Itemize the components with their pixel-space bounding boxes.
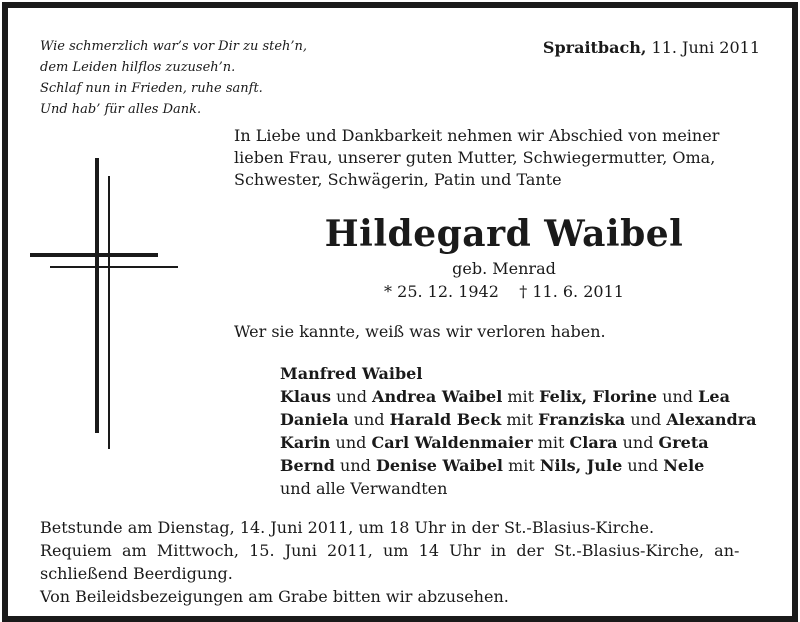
poem-line: Und hab’ für alles Dank. — [40, 102, 202, 117]
service-line: Von Beileidsbezeigungen am Grabe bitten wir abzusehen. — [40, 587, 509, 606]
mourner-name: Harald Beck — [389, 410, 502, 429]
connector: und — [622, 456, 664, 475]
connector: und — [331, 387, 373, 406]
place-date — [543, 38, 760, 57]
date: 11. Juni 2011 — [651, 38, 760, 57]
intro-text — [234, 125, 784, 191]
maiden-name: geb. Menrad — [452, 259, 556, 278]
mourner-line — [280, 385, 757, 408]
mourner-name: Felix, Florine — [539, 387, 658, 406]
mourner-line — [280, 362, 757, 385]
connector: und — [334, 456, 376, 475]
mourner-name: Daniela — [280, 410, 349, 429]
relatives-note: und alle Verwandten — [280, 479, 448, 498]
service-line: schließend Beerdigung. — [40, 564, 233, 583]
mourner-name: Clara — [569, 433, 618, 452]
mourner-name: Lea — [698, 387, 730, 406]
connector: und — [625, 410, 667, 429]
mourner-name: Karin — [280, 433, 331, 452]
mourner-name: Manfred Waibel — [280, 364, 423, 383]
intro-line: Schwester, Schwägerin, Patin und Tante — [234, 170, 562, 189]
memorial-quote: Wer sie kannte, weiß was wir verloren haben. — [234, 322, 606, 341]
obituary-frame — [2, 2, 798, 622]
mourner-line — [280, 477, 757, 500]
mourner-name: Nele — [663, 456, 705, 475]
mourner-name: Nils, Jule — [539, 456, 623, 475]
service-line: Betstunde am Dienstag, 14. Juni 2011, um 18 Uhr in der St.-Blasius-Kirche. — [40, 518, 655, 537]
mourner-line — [280, 454, 757, 477]
service-line: Requiem am Mittwoch, 15. Juni 2011, um 14 Uhr in der St.-Blasius-Kirche, an- — [40, 541, 740, 560]
poem-line: Wie schmerzlich war’s vor Dir zu steh’n, — [40, 39, 308, 54]
connector: und — [330, 433, 372, 452]
poem-line: dem Leiden hilflos zuzuseh’n. — [40, 60, 236, 75]
mourner-name: Bernd — [280, 456, 335, 475]
mourner-name: Denise Waibel — [375, 456, 503, 475]
poem-line: Schlaf nun in Frieden, ruhe sanft. — [40, 81, 263, 96]
connector: und — [617, 433, 659, 452]
mourners-list — [280, 362, 757, 500]
intro-line: In Liebe und Dankbarkeit nehmen wir Abschied von meiner — [234, 126, 720, 145]
mourner-name: Klaus — [280, 387, 331, 406]
connector: und — [348, 410, 390, 429]
mourner-line — [280, 408, 757, 431]
connector: mit — [502, 387, 540, 406]
connector: mit — [502, 456, 540, 475]
mourner-name: Andrea Waibel — [372, 387, 503, 406]
life-dates: * 25. 12. 1942 † 11. 6. 2011 — [384, 282, 624, 301]
memorial-poem — [40, 36, 307, 120]
mourner-name: Carl Waldenmaier — [371, 433, 533, 452]
mourner-name: Alexandra — [666, 410, 757, 429]
connector: mit — [501, 410, 539, 429]
mourner-name: Greta — [658, 433, 709, 452]
mourner-name: Franziska — [538, 410, 626, 429]
intro-line: lieben Frau, unserer guten Mutter, Schwiegermutter, Oma, — [234, 148, 716, 167]
connector: mit — [532, 433, 570, 452]
place: Spraitbach, — [542, 38, 647, 57]
connector: und — [657, 387, 699, 406]
deceased-name: Hildegard Waibel — [324, 213, 684, 255]
service-info — [40, 516, 739, 608]
mourner-line — [280, 431, 757, 454]
